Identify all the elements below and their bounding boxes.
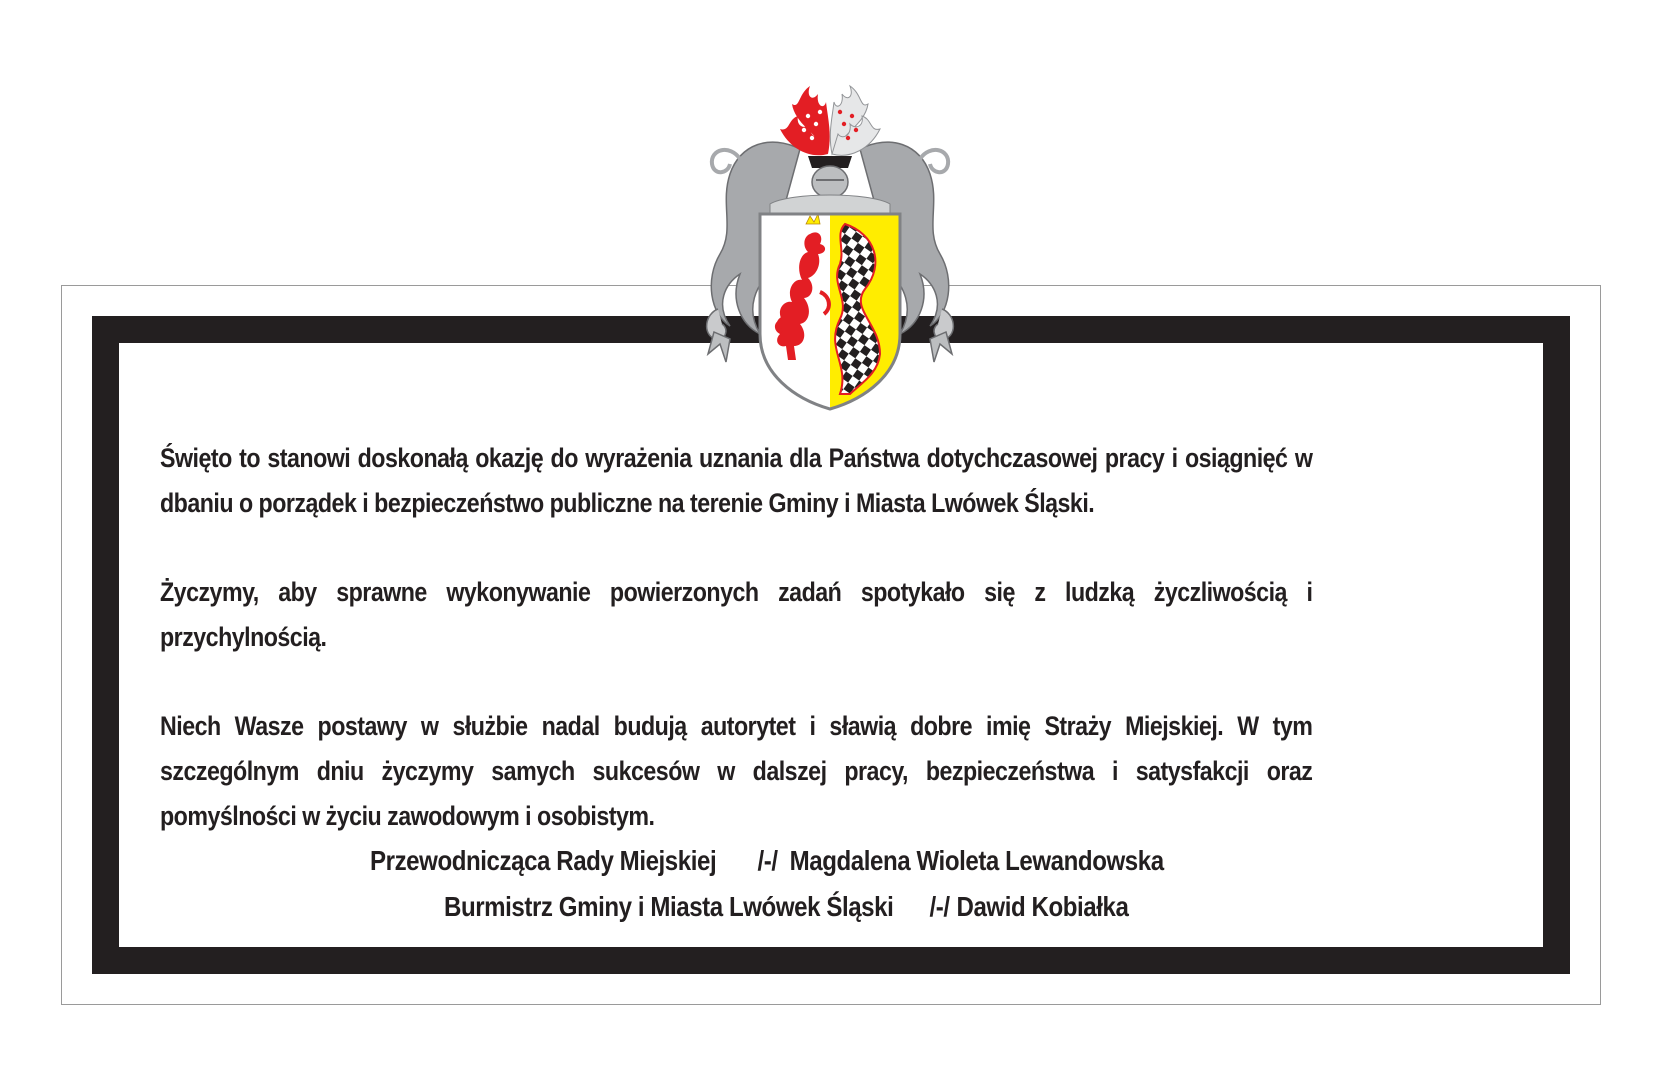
signature-name: Magdalena Wioleta Lewandowska <box>789 845 1164 876</box>
signature-mark: /-/ <box>929 891 950 922</box>
message-body <box>160 436 1312 883</box>
signature-name: Dawid Kobiałka <box>956 891 1129 922</box>
signature-mark: /-/ <box>757 845 778 876</box>
signature-title: Przewodnicząca Rady Miejskiej <box>370 845 717 876</box>
signature-title: Burmistrz Gminy i Miasta Lwówek Śląski <box>444 891 894 922</box>
paragraph-closing: Niech Wasze postawy w służbie nadal budują autorytet i sławią dobre imię Straży Miejskiej. W tym szczególnym dniu życzymy samych sukcesów w dalszej pracy, bezpieczeństwa i satysfakcji oraz pomyślności w życiu zawodowym i osobistym. <box>160 711 1313 831</box>
signature-line-council-chair <box>370 838 1164 884</box>
coat-of-arms-icon <box>700 64 960 414</box>
paragraph-appreciation: Święto to stanowi doskonałą okazję do wyrażenia uznania dla Państwa dotychczasowej pracy i osiągnięć w dbaniu o porządek i bezpieczeństwo publiczne na terenie Gminy i Miasta Lwówek Śląski. <box>160 443 1313 518</box>
paragraph-wishes: Życzymy, aby sprawne wykonywanie powierzonych zadań spotykało się z ludzką życzliwością i przychylnością. <box>160 577 1313 652</box>
signature-line-mayor <box>444 884 1128 930</box>
